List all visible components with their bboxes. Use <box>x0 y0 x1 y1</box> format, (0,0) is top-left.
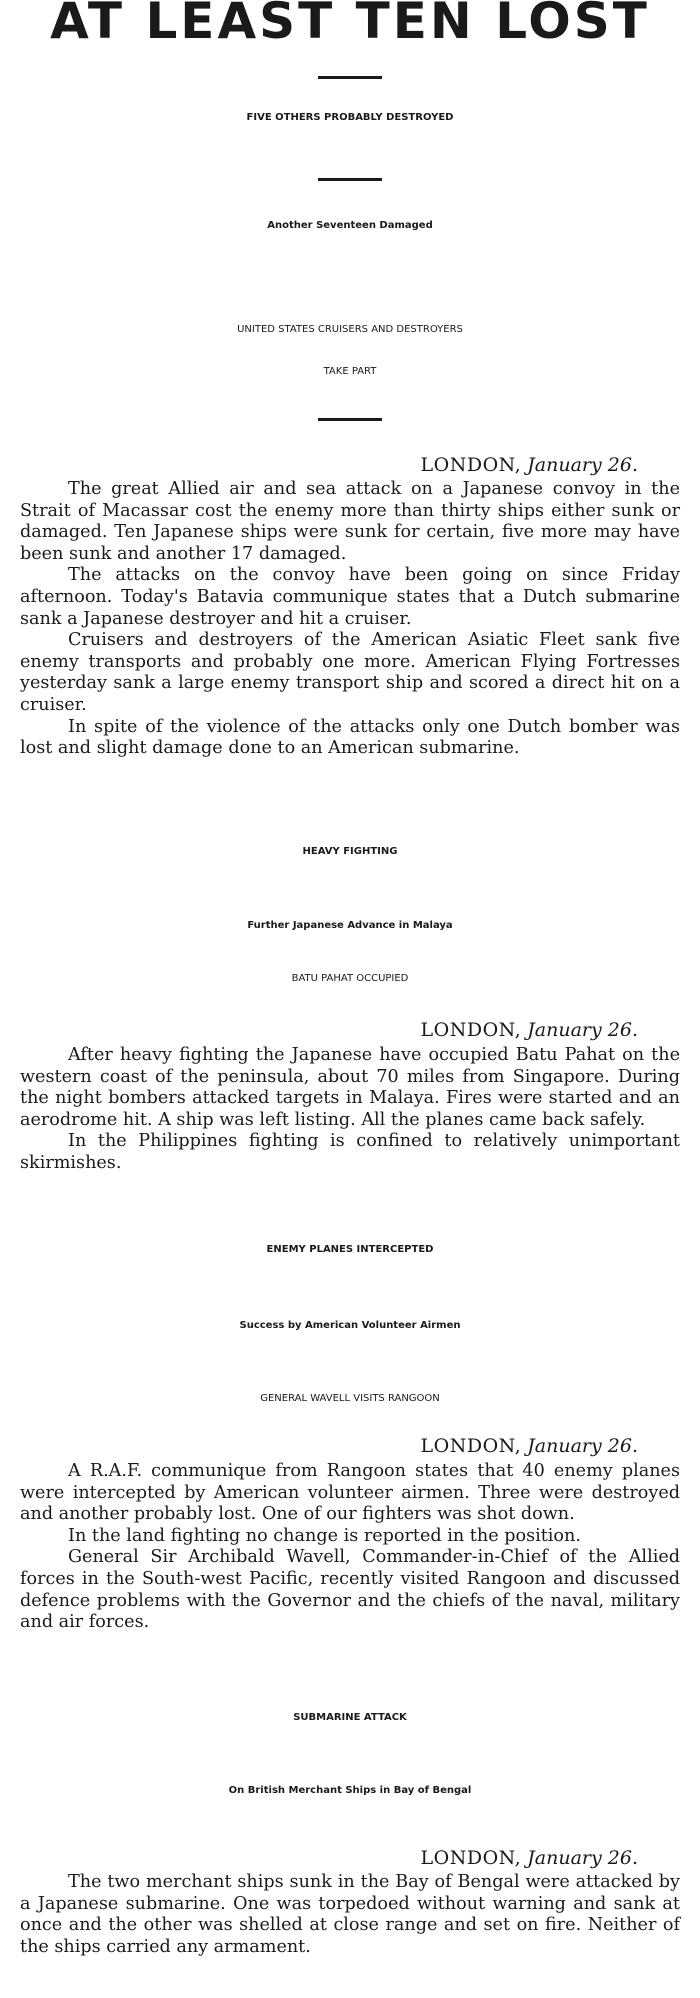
section3-headline: ENEMY PLANES INTERCEPTED <box>266 1244 434 1255</box>
section3-body <box>20 1461 680 1634</box>
section1-subhead: FIVE OTHERS PROBABLY DESTROYED <box>246 112 454 123</box>
dateline-city: LONDON, <box>420 454 522 476</box>
section2-subhead: Further Japanese Advance in Malaya <box>247 920 453 931</box>
dateline-date: January 26. <box>527 1019 638 1041</box>
divider-rule <box>318 178 382 181</box>
paragraph: The great Allied air and sea attack on a Japanese convoy in the Strait of Macassar cost the enemy more than thirty ships either sunk or damaged. Ten Japanese ships were sunk for certain, five more may have been sunk and another 17 damaged. <box>20 479 680 564</box>
dateline-city: LONDON, <box>420 1435 522 1457</box>
section4-body <box>20 1872 680 1958</box>
section1-deck2-line2: TAKE PART <box>323 366 377 377</box>
dateline-city: LONDON, <box>420 1847 522 1869</box>
section1-dateline <box>421 456 638 475</box>
section3-dateline <box>421 1437 638 1456</box>
section1-deck: Another Seventeen Damaged <box>267 220 433 231</box>
paragraph: Cruisers and destroyers of the American Asiatic Fleet sank five enemy transports and probably one more. American Flying Fortresses yesterday sank a large enemy transport ship and scored a direct hit on a cruiser. <box>20 630 680 715</box>
divider-rule <box>318 76 382 79</box>
section2-deck: BATU PAHAT OCCUPIED <box>291 973 409 984</box>
dateline-date: January 26. <box>527 1847 638 1869</box>
section3-deck: GENERAL WAVELL VISITS RANGOON <box>260 1393 440 1404</box>
paragraph: A R.A.F. communique from Rangoon states that 40 enemy planes were intercepted by American volunteer airmen. Three were destroyed and another probably lost. One of our fighters was shot down. <box>20 1461 680 1525</box>
section4-subhead: On British Merchant Ships in Bay of Bengal <box>228 1785 472 1796</box>
section4-dateline <box>421 1849 638 1868</box>
section2-headline: HEAVY FIGHTING <box>302 846 398 857</box>
dateline-date: January 26. <box>527 1435 638 1457</box>
paragraph: After heavy fighting the Japanese have occupied Batu Pahat on the western coast of the peninsula, about 70 miles from Singapore. During the night bombers attacked targets in Malaya. Fires were started and an aerodrome hit. A ship was left listing. All the planes came back safely. <box>20 1045 680 1130</box>
section1-body <box>20 479 680 760</box>
dateline-city: LONDON, <box>420 1019 522 1041</box>
paragraph: In spite of the violence of the attacks only one Dutch bomber was lost and slight damage done to an American submarine. <box>20 716 680 759</box>
section1-deck2-line1: UNITED STATES CRUISERS AND DESTROYERS <box>237 324 463 335</box>
paragraph: In the land fighting no change is reported in the position. <box>68 1525 581 1546</box>
paragraph: General Sir Archibald Wavell, Commander-in-Chief of the Allied forces in the South-west Pacific, recently visited Rangoon and discussed defence problems with the Governor and the chiefs of the naval, military and air forces. <box>20 1547 680 1633</box>
section3-subhead: Success by American Volunteer Airmen <box>239 1320 461 1331</box>
dateline-date: January 26. <box>527 454 638 476</box>
paragraph: In the Philippines fighting is confined to relatively unimportant skirmishes. <box>20 1131 680 1173</box>
paragraph: The attacks on the convoy have been going on since Friday afternoon. Today's Batavia communique states that a Dutch submarine sank a Japanese destroyer and hit a cruiser. <box>20 565 680 629</box>
section2-body <box>20 1045 680 1175</box>
main-headline: AT LEAST TEN LOST <box>50 0 650 50</box>
paragraph: The two merchant ships sunk in the Bay of Bengal were attacked by a Japanese submarine. One was torpedoed without warning and sank at once and the other was shelled at close range and set on fire. Neither of the ships carried any armament. <box>20 1872 680 1957</box>
divider-rule <box>318 418 382 421</box>
section2-dateline <box>421 1021 638 1040</box>
section4-headline: SUBMARINE ATTACK <box>293 1712 407 1723</box>
